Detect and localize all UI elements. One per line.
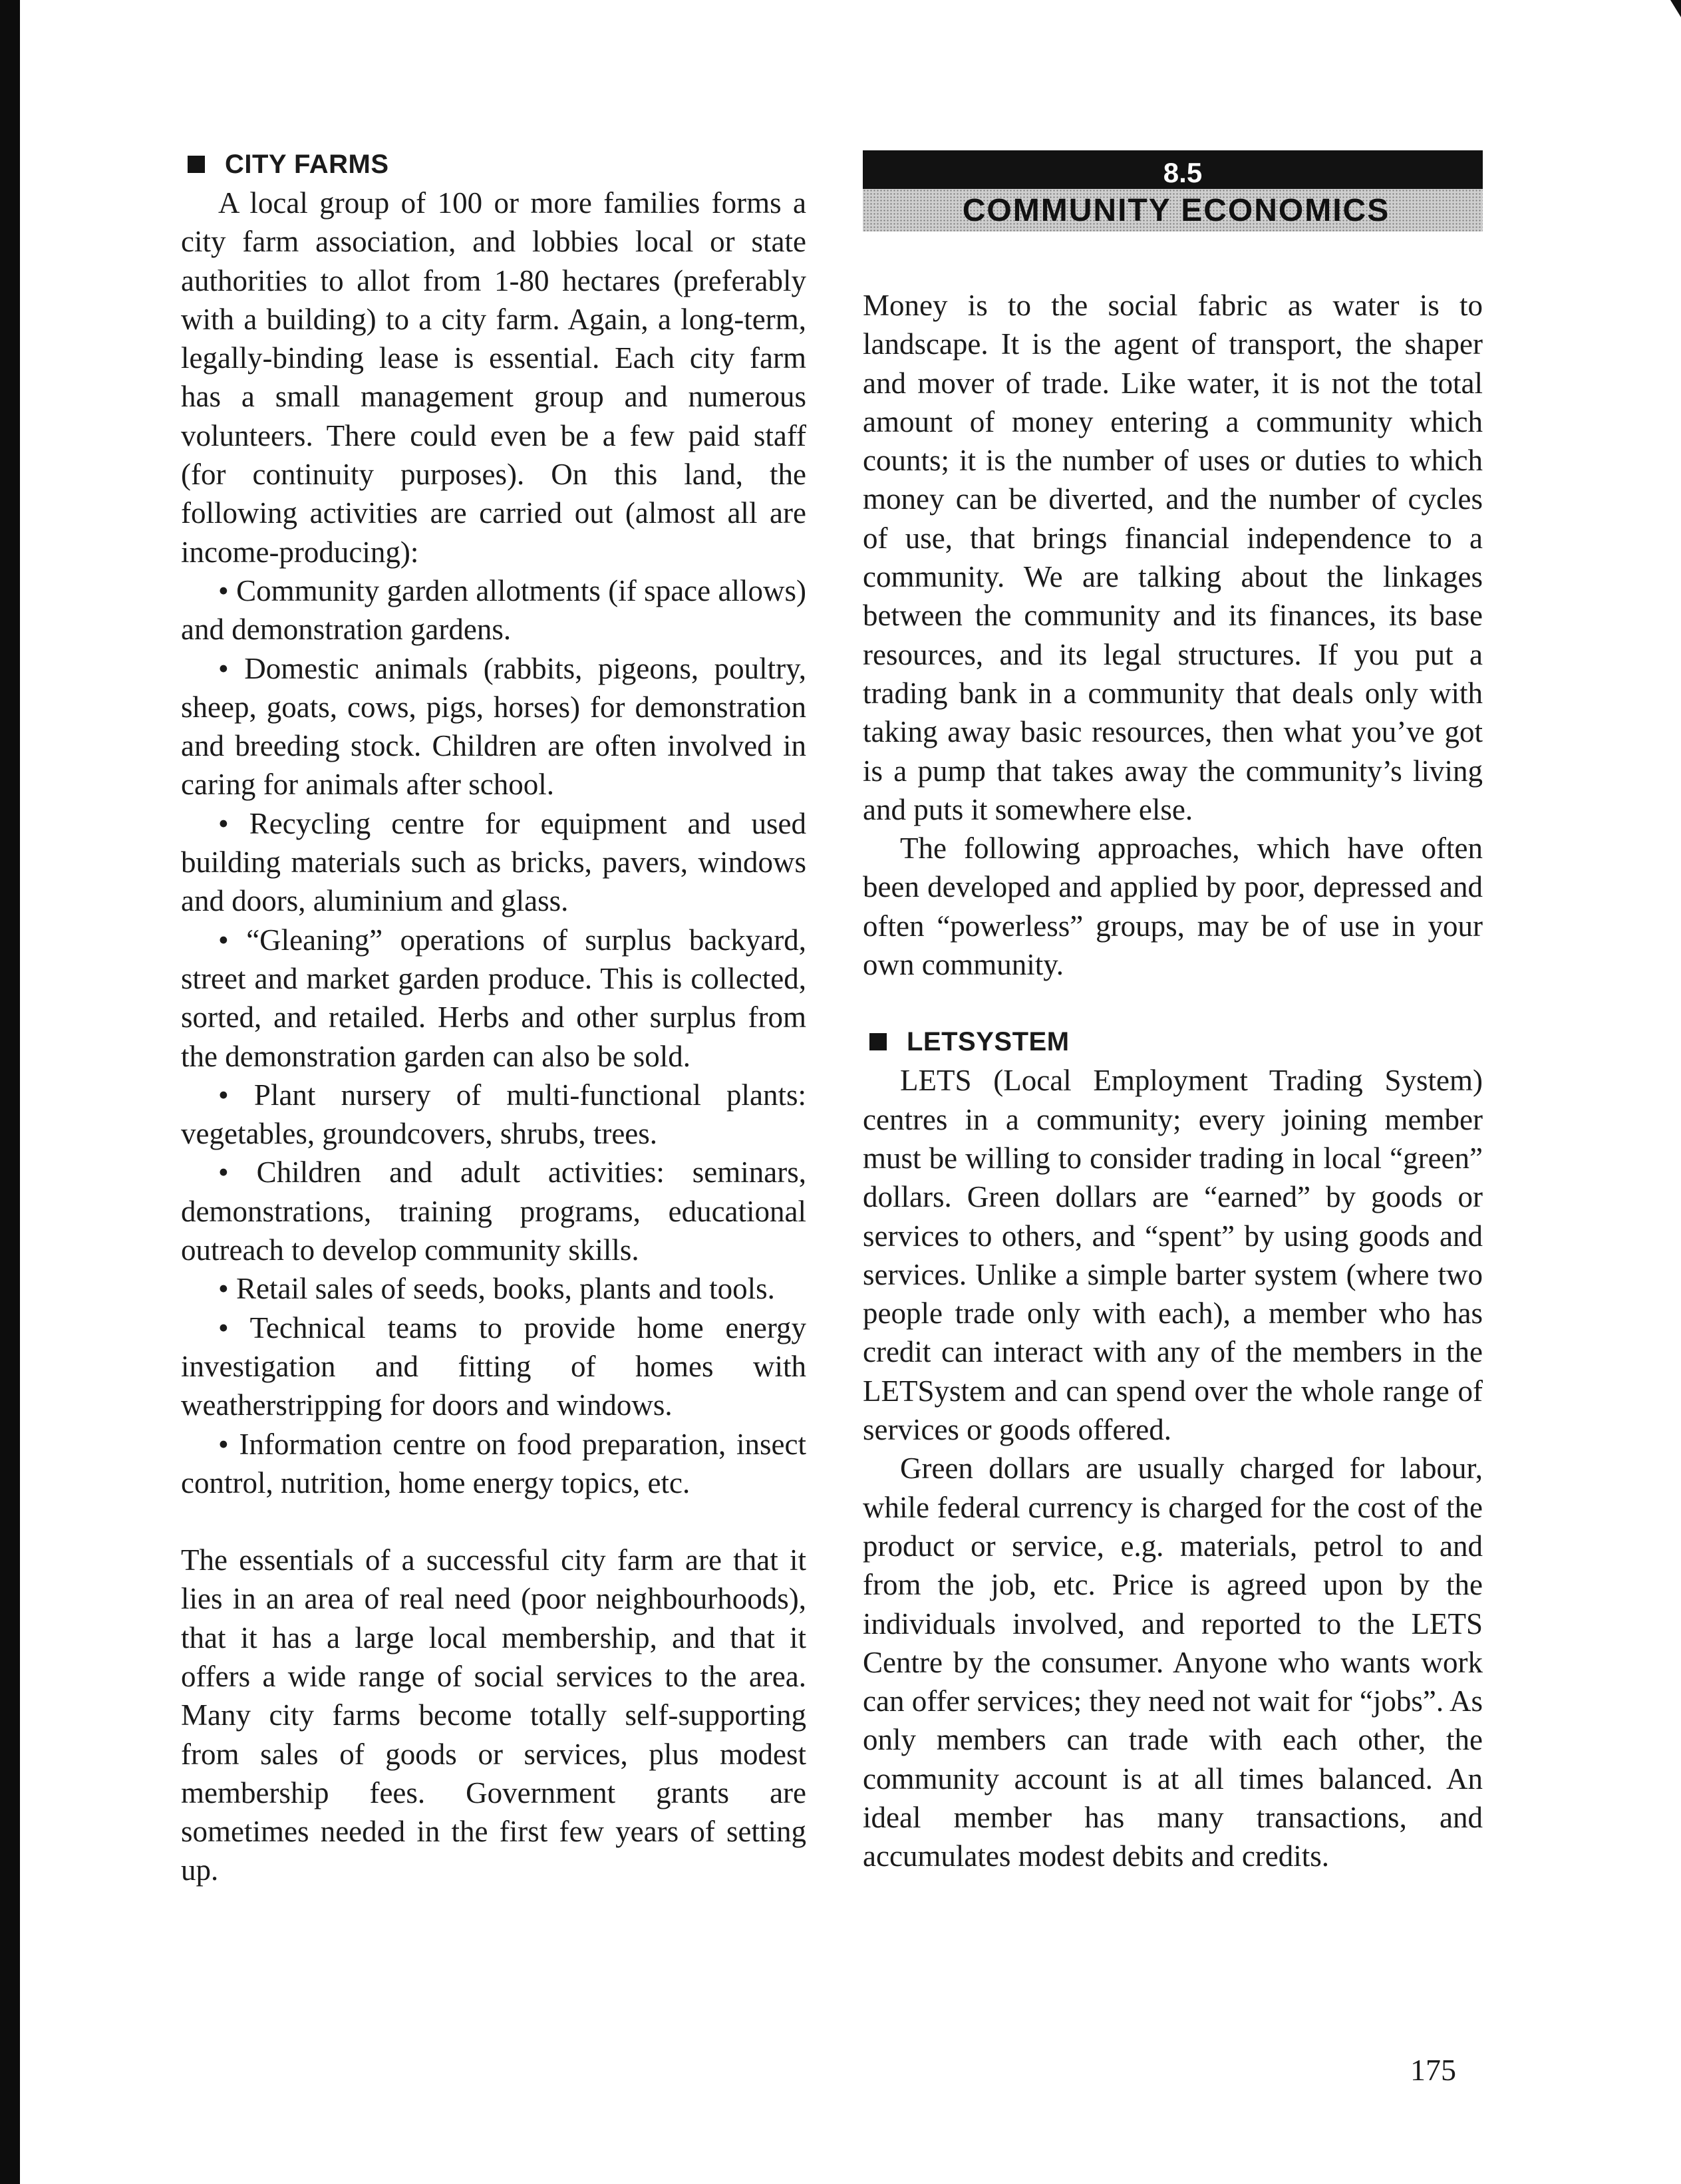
activity-item: • Domestic animals (rabbits, pigeons, poultry, sheep, goats, cows, pigs, horses) for demonstration and breeding stock. Children are often involved in caring for animals after school.: [181, 651, 806, 802]
city-farms-heading: [181, 145, 806, 184]
chapter-banner: [863, 150, 1483, 245]
economics-paragraph: Money is to the social fabric as water is to landscape. It is the agent of transport, the shaper and mover of trade. Like water, it is not the total amount of money entering a community which counts; it is the number of uses or duties to which money can be diverted, and the number of cycles of use, that brings financial independence to a community. We are talking about the linkages between the community and its finances, its base resources, and its legal structures. If you put a trading bank in a community that deals only with taking away basic resources, then what you’ve got is a pump that takes away the community’s living and puts it somewhere else.: [863, 289, 1483, 826]
activity-item: • Children and adult activities: seminars, demonstrations, training programs, educational outreach to develop community skills.: [181, 1156, 806, 1267]
left-column: [181, 145, 806, 1890]
paragraph-spacer: [863, 984, 1483, 1022]
activity-item: • Plant nursery of multi-functional plants: vegetables, groundcovers, shrubs, trees.: [181, 1078, 806, 1151]
chapter-number: 8.5: [863, 150, 1483, 189]
square-bullet-icon: [188, 156, 205, 173]
activity-item: • “Gleaning” operations of surplus backyard, street and market garden produce. This is collected, sorted, and retailed. Herbs and other surplus from the demonstration garden can also be sold.: [181, 923, 806, 1073]
letsystem-paragraph: Green dollars are usually charged for labour, while federal currency is charged for the cost of the product or service, e.g. materials, petrol to and from the job, etc. Price is agreed upon by the individuals involved, and reported to the LETS Centre by the consumer. Anyone who wants work can offer services; they need not wait for “jobs”. As only members can trade with each other, the community account is at all times balanced. An ideal member has many transactions, and accumulates modest debits and credits.: [863, 1452, 1483, 1873]
scan-binding-edge: [0, 0, 20, 2184]
activity-item: • Retail sales of seeds, books, plants and tools.: [218, 1272, 775, 1306]
city-farms-intro: A local group of 100 or more families forms a city farm association, and lobbies local or state authorities to allot from 1-80 hectares (preferably with a building) to a city farm. Again, a long-term, legally-binding lease is essential. Each city farm has a small management group and numerous volunteers. There could even be a few paid staff (for continuity purposes). On this land, the following activities are carried out (almost all are income-producing):: [181, 186, 806, 569]
banner-spacer: [863, 245, 1483, 286]
letsystem-heading: [863, 1022, 1483, 1061]
letsystem-paragraph: LETS (Local Employment Trading System) centres in a community; every joining member must be willing to consider trading in local “green” dollars. Green dollars are “earned” by goods or services to others, and “spent” by using goods and services. Unlike a simple barter system (where two people trade only with each), a member who has credit can interact with any of the members in the LETSystem and can spend over the whole range of services or goods offered.: [863, 1064, 1483, 1447]
letsystem-heading-text: LETSYSTEM: [907, 1026, 1070, 1056]
activity-item: • Community garden allotments (if space allows) and demonstration gardens.: [181, 573, 806, 647]
paragraph-spacer: [181, 1502, 806, 1541]
activity-item: • Recycling centre for equipment and used building materials such as bricks, pavers, windows and doors, aluminium and glass.: [181, 806, 806, 918]
city-farms-conclusion: The essentials of a successful city farm are that it lies in an area of real need (poor neighbourhoods), that it has a large local membership, and that it offers a wide range of social services to the area. Many city farms become totally self-supporting from sales of goods or services, plus modest membership fees. Government grants are sometimes needed in the first few years of setting up.: [181, 1543, 806, 1887]
right-column: [863, 145, 1483, 1876]
square-bullet-icon: [869, 1033, 887, 1050]
activity-item: • Technical teams to provide home energy investigation and fitting of homes with weatherstripping for doors and windows.: [181, 1311, 806, 1422]
activity-item: • Information centre on food preparation, insect control, nutrition, home energy topics, etc.: [181, 1427, 806, 1499]
economics-paragraph: The following approaches, which have often been developed and applied by poor, depressed and often “powerless” groups, may be of use in your own community.: [863, 832, 1483, 982]
scan-corner-mark: [1670, 0, 1681, 17]
chapter-title: COMMUNITY ECONOMICS: [863, 189, 1483, 232]
city-farms-heading-text: CITY FARMS: [225, 149, 389, 179]
page-number: 175: [1410, 2053, 1456, 2087]
